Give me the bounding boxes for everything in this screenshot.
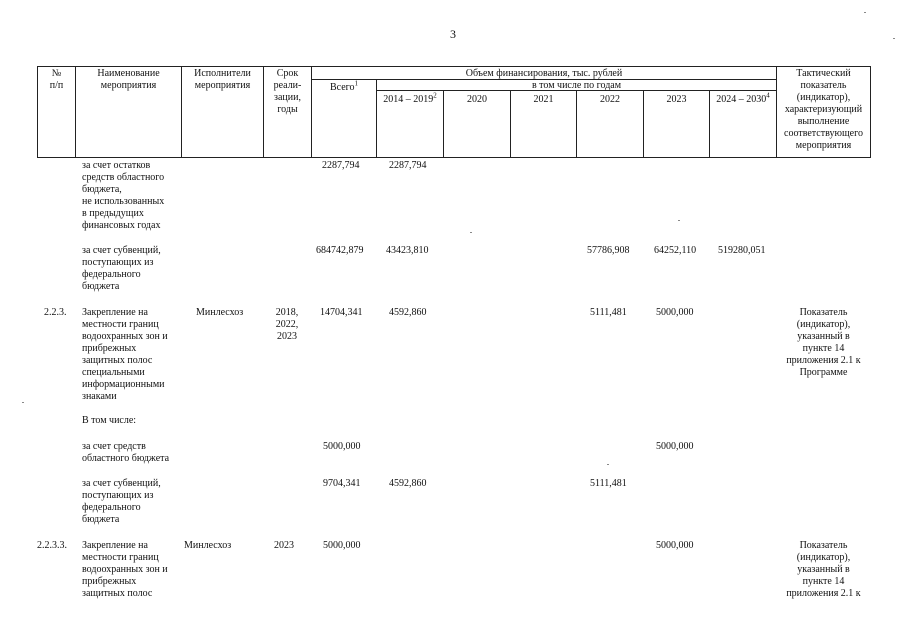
header-total-label: Всего (329, 82, 355, 93)
header-year-2022: 2022 (600, 94, 620, 105)
header-year-2014-label: 2014 – 2019 (383, 94, 434, 105)
header-total-footnote: 1 (354, 79, 359, 88)
row2-total: 684742,879 (316, 245, 364, 256)
row6-2022: 5111,481 (590, 478, 627, 489)
row6-name: за счет субвенций, поступающих из федерального бюджета (82, 478, 161, 525)
header-year-2023: 2023 (666, 94, 687, 105)
scan-speck (864, 12, 866, 13)
row7-executor: Минлесхоз (184, 540, 232, 551)
page-number: 3 (450, 27, 456, 41)
header-year-2024-label: 2024 – 2030 (716, 94, 767, 105)
row3-name: Закрепление на местности границ водоохранных зон и прибрежных защитных полос специальными информационными знаками (82, 307, 168, 402)
row3-term: 2018, 2022, 2023 (275, 307, 299, 342)
header-year-2020: 2020 (467, 94, 487, 105)
row2-2023: 64252,110 (654, 245, 697, 256)
header-year-2014-footnote: 2 (433, 91, 437, 100)
row1-total: 2287,794 (322, 160, 360, 171)
row1-name: за счет остатков средств областного бюджета, не использованных в предыдущих финансовых годах (82, 160, 165, 231)
header-funding: Объем финансирования, тыс. рублей (465, 68, 623, 79)
scan-speck (470, 232, 472, 233)
row1-2014: 2287,794 (389, 160, 427, 171)
row5-total: 5000,000 (323, 441, 361, 452)
row5-name: за счет средств областного бюджета (82, 441, 170, 464)
header-year-2014 (377, 91, 443, 106)
row3-executor: Минлесхоз (196, 307, 244, 318)
row6-total: 9704,341 (323, 478, 361, 489)
header-name: Наименование мероприятия (97, 68, 160, 91)
row3-indicator: Показатель (индикатор), указанный в пункте 14 приложения 2.1 к Программе (786, 307, 861, 378)
row3-total: 14704,341 (320, 307, 363, 318)
row2-2014: 43423,810 (386, 245, 429, 256)
header-indicator: Тактический показатель (индикатор), характеризующий выполнение соответствующего мероприятия (784, 68, 863, 151)
row7-term: 2023 (274, 540, 294, 551)
row3-2014: 4592,860 (389, 307, 427, 318)
header-term: Срок реали- зации, годы (273, 68, 302, 115)
row7-indicator: Показатель (индикатор), указанный в пункте 14 приложения 2.1 к (786, 540, 861, 599)
header-year-2021: 2021 (533, 94, 554, 105)
row4-name: В том числе: (82, 415, 137, 426)
row7-2023: 5000,000 (656, 540, 694, 551)
scan-speck (893, 38, 895, 39)
row3-2022: 5111,481 (590, 307, 627, 318)
header-total (312, 79, 376, 94)
row7-num: 2.2.3.3. (37, 540, 67, 551)
row2-2022: 57786,908 (587, 245, 630, 256)
row3-2023: 5000,000 (656, 307, 694, 318)
row5-2023: 5000,000 (656, 441, 694, 452)
scan-speck (678, 220, 680, 221)
row2-2024: 519280,051 (718, 245, 766, 256)
scan-speck (607, 464, 609, 465)
row3-num: 2.2.3. (44, 307, 67, 318)
header-executors: Исполнители мероприятия (194, 68, 251, 91)
header-by-years: в том числе по годам (531, 80, 622, 91)
row7-total: 5000,000 (323, 540, 361, 551)
header-year-2024-footnote: 4 (766, 91, 770, 100)
header-year-2024 (710, 91, 776, 106)
scan-speck (22, 402, 24, 403)
header-num: № п/п (49, 68, 64, 91)
row2-name: за счет субвенций, поступающих из федерального бюджета (82, 245, 161, 292)
row7-name: Закрепление на местности границ водоохранных зон и прибрежных защитных полос (82, 540, 168, 599)
row6-2014: 4592,860 (389, 478, 427, 489)
